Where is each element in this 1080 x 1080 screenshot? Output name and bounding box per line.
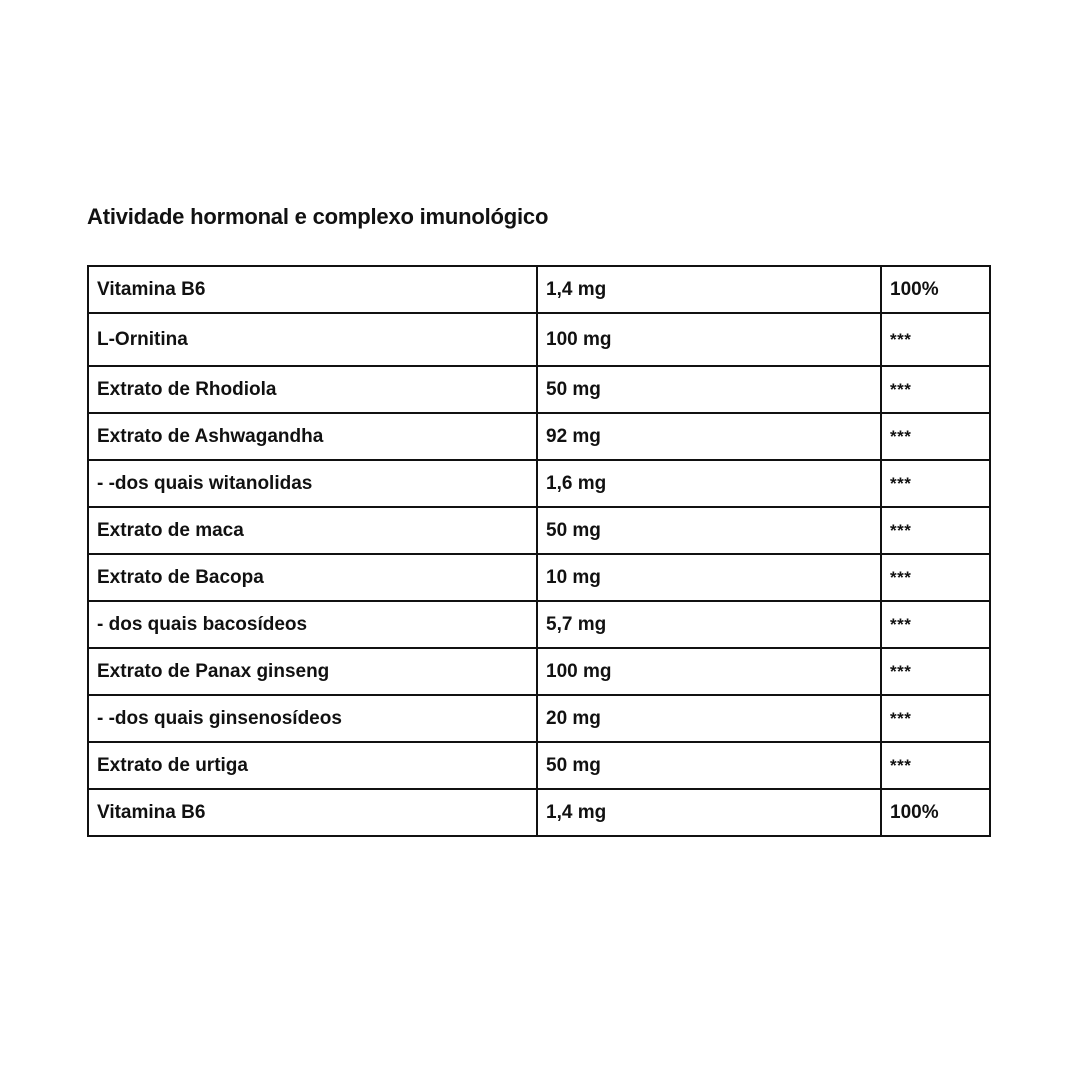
daily-value: ***: [881, 601, 990, 648]
daily-value: ***: [881, 742, 990, 789]
ingredient-name: Vitamina B6: [88, 266, 537, 313]
daily-value: ***: [881, 313, 990, 366]
nutrition-table: [87, 265, 991, 837]
ingredient-amount: 1,6 mg: [537, 460, 881, 507]
ingredient-name: - -dos quais witanolidas: [88, 460, 537, 507]
ingredient-amount: 100 mg: [537, 313, 881, 366]
daily-value: ***: [881, 648, 990, 695]
ingredient-amount: 50 mg: [537, 742, 881, 789]
table-row: [88, 554, 990, 601]
ingredient-name: - dos quais bacosídeos: [88, 601, 537, 648]
daily-value: ***: [881, 366, 990, 413]
ingredient-amount: 20 mg: [537, 695, 881, 742]
ingredient-name: Extrato de Ashwagandha: [88, 413, 537, 460]
table-row: [88, 648, 990, 695]
ingredient-name: L-Ornitina: [88, 313, 537, 366]
table-row: [88, 507, 990, 554]
table-row: [88, 266, 990, 313]
ingredient-name: Vitamina B6: [88, 789, 537, 836]
ingredient-name: Extrato de maca: [88, 507, 537, 554]
ingredient-amount: 50 mg: [537, 366, 881, 413]
table-row: [88, 789, 990, 836]
daily-value: 100%: [881, 266, 990, 313]
table-row: [88, 695, 990, 742]
table-row: [88, 313, 990, 366]
ingredient-name: Extrato de urtiga: [88, 742, 537, 789]
ingredient-amount: 92 mg: [537, 413, 881, 460]
ingredient-name: - -dos quais ginsenosídeos: [88, 695, 537, 742]
ingredient-amount: 5,7 mg: [537, 601, 881, 648]
table-row: [88, 460, 990, 507]
daily-value: ***: [881, 460, 990, 507]
table-row: [88, 601, 990, 648]
daily-value: 100%: [881, 789, 990, 836]
ingredient-name: Extrato de Rhodiola: [88, 366, 537, 413]
daily-value: ***: [881, 695, 990, 742]
daily-value: ***: [881, 413, 990, 460]
table-row: [88, 366, 990, 413]
ingredient-amount: 50 mg: [537, 507, 881, 554]
ingredient-amount: 1,4 mg: [537, 266, 881, 313]
ingredient-name: Extrato de Panax ginseng: [88, 648, 537, 695]
ingredient-name: Extrato de Bacopa: [88, 554, 537, 601]
page-title: Atividade hormonal e complexo imunológico: [87, 204, 549, 229]
daily-value: ***: [881, 507, 990, 554]
table-row: [88, 413, 990, 460]
ingredient-amount: 100 mg: [537, 648, 881, 695]
daily-value: ***: [881, 554, 990, 601]
table-row: [88, 742, 990, 789]
ingredient-amount: 10 mg: [537, 554, 881, 601]
ingredient-amount: 1,4 mg: [537, 789, 881, 836]
